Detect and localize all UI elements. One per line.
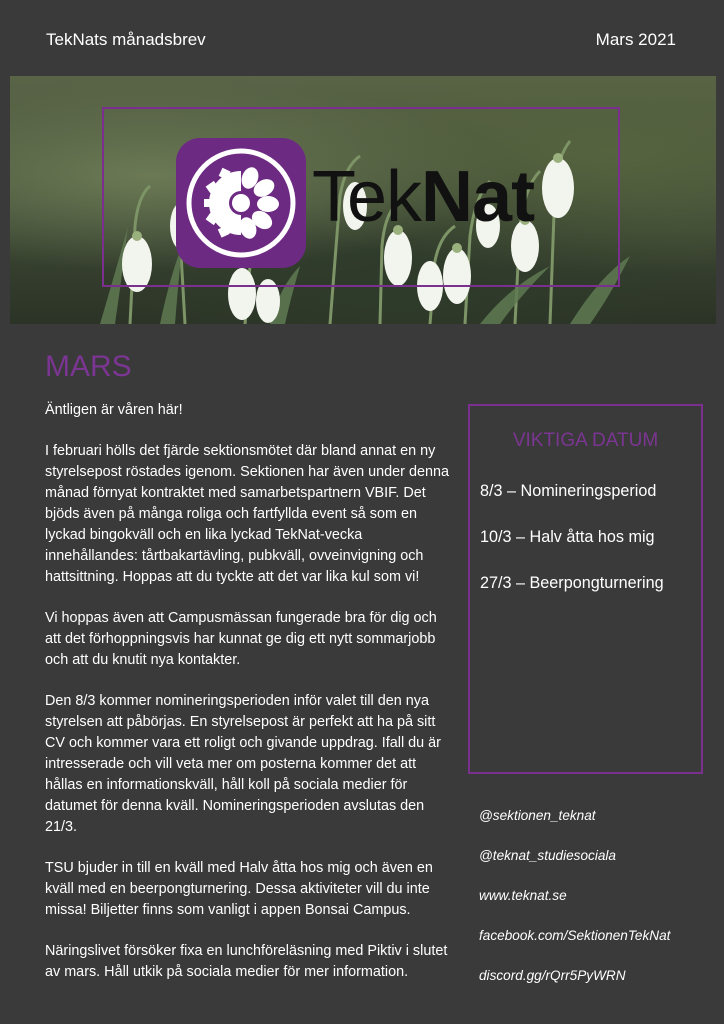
discord-link[interactable]: discord.gg/rQrr5PyWRN	[479, 968, 626, 983]
instagram-handle-studiesociala[interactable]: @teknat_studiesociala	[479, 848, 616, 863]
newsletter-title: TekNats månadsbrev	[46, 30, 206, 49]
date-item: 10/3 – Halv åtta hos mig	[480, 528, 655, 546]
newsletter-article	[45, 400, 455, 1003]
wordmark-tek: Tek	[312, 157, 422, 237]
newsletter-header	[0, 0, 724, 76]
gear-flower-icon	[176, 138, 306, 268]
issue-date: Mars 2021	[595, 30, 676, 49]
teknat-wordmark	[312, 157, 535, 237]
wordmark-nat: Nat	[421, 157, 535, 237]
article-paragraph: Vi hoppas även att Campusmässan fungerade bra för dig och att det förhoppningsvis har kunnat ge dig ett nytt sommarjobb och att du knutit nya kontakter.	[45, 610, 437, 668]
article-paragraph: Näringslivet försöker fixa en lunchföreläsning med Piktiv i slutet av mars. Håll utkik på sociala medier för mer information.	[45, 943, 448, 980]
date-item: 27/3 – Beerpongturnering	[480, 574, 664, 592]
date-item: 8/3 – Nomineringsperiod	[480, 482, 657, 500]
article-paragraph: Äntligen är våren här!	[45, 402, 183, 418]
instagram-handle-sektionen[interactable]: @sektionen_teknat	[479, 808, 596, 823]
article-paragraph: Den 8/3 kommer nomineringsperioden inför valet till den nya styrelsen att påbörjas. En styrelsepost är perfekt att ha på sitt CV och kommer vara ett roligt och givande uppdrag. Ifall du är intresserade och vill veta mer om posterna kommer det att hållas en informationskväll, håll koll på sociala medier för datumet för denna kväll. Nomineringsperioden avslutas den 21/3.	[45, 693, 441, 835]
header-banner-image	[10, 76, 716, 324]
website-link[interactable]: www.teknat.se	[479, 888, 567, 903]
month-heading: MARS	[45, 350, 132, 383]
article-paragraph: I februari hölls det fjärde sektionsmötet där bland annat en ny styrelsepost röstades igenom. Sektionen har även under denna månad förnyat kontraktet med samarbetspartnern VBIF. Det bjöds även på många roliga och fartfyllda event så som en lyckad bingokväll och en lika lyckad TekNat-vecka innehållandes: tårtbakartävling, pubkväll, ovveinvigning och hattsittning. Hoppas att du tyckte att det var lika kul som vi!	[45, 443, 449, 585]
article-paragraph: TSU bjuder in till en kväll med Halv åtta hos mig och även en kväll med en beerpongturnering. Dessa aktiviteter vill du inte missa! Biljetter finns som vanligt i appen Bonsai Campus.	[45, 860, 433, 918]
facebook-link[interactable]: facebook.com/SektionenTekNat	[479, 928, 671, 943]
important-dates-heading: VIKTIGA DATUM	[512, 430, 659, 451]
important-dates-box	[468, 404, 703, 774]
